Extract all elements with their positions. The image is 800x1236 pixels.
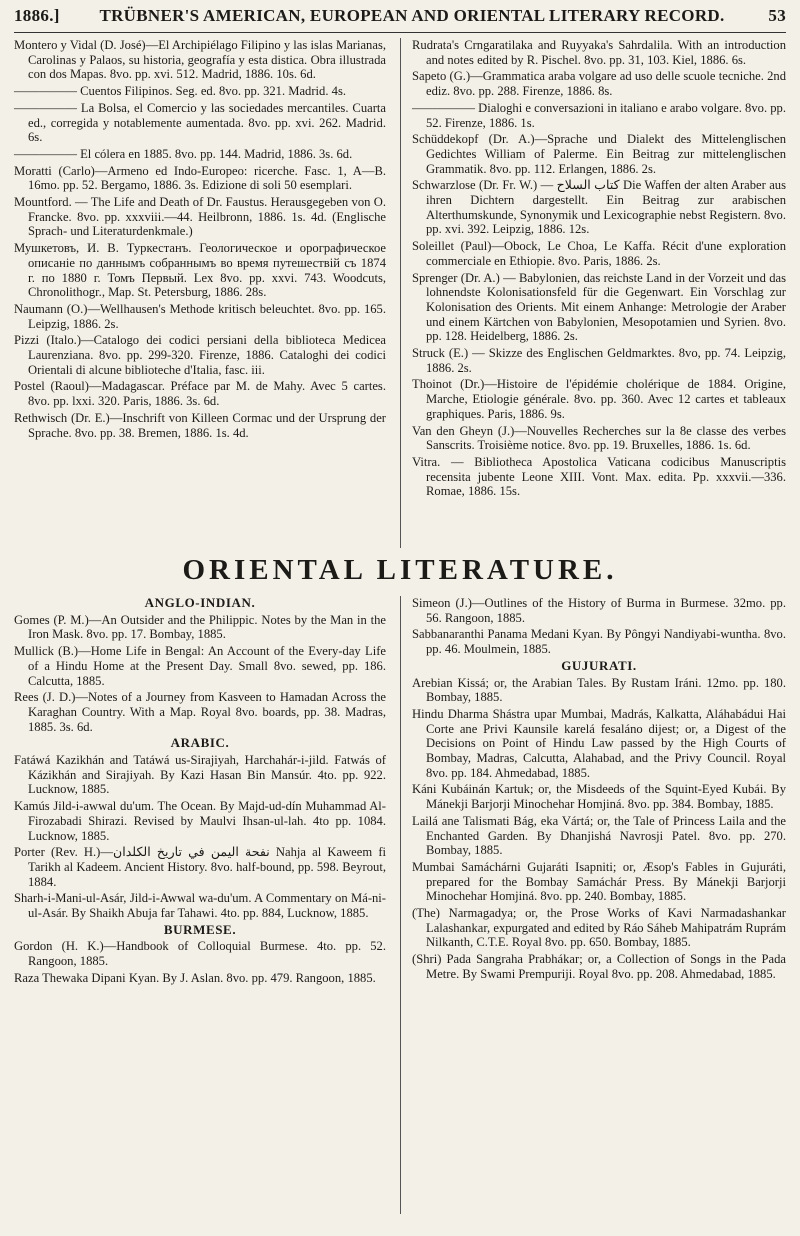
entry: Moratti (Carlo)—Armeno ed Indo-Europeo: ricerche. Fasc. 1, A—B. 16mo. pp. 52. Bergamo, 1886. 3s. Edizione di soli 50 esemplari.: [14, 163, 386, 193]
running-header: [14, 6, 786, 28]
column-divider-top: [400, 38, 401, 548]
entry: Simeon (J.)—Outlines of the History of Burma in Burmese. 32mo. pp. 56. Rangoon, 1885.: [412, 596, 786, 625]
column-divider-bottom: [400, 596, 401, 1214]
entry: Kamús Jild-i-awwal du'um. The Ocean. By Majd-ud-dín Muhammad Al- Firozabadi Shirazi. Revised by Maulvi Ihsan-ul-lah. 4to pp. 1084. Lucknow, 1885.: [14, 799, 386, 843]
entry: (Shri) Pada Sangraha Prabhákar; or, a Collection of Songs in the Pada Metre. By Swami Prempuriji. Royal 8vo. pp. 208. Ahmedabad, 1885.: [412, 952, 786, 981]
bottom-left-column: [14, 596, 386, 988]
entry: Hindu Dharma Shástra upar Mumbai, Madrás, Kalkatta, Aláhabádui Hai Corte ane Privi Kaunsile karelá fesaláno dijest; or, a Digest of the Decisions on Point of Hindu Law passed by the High Courts of Bombay, Madras, Calcutta, Alahabad, and the Privy Council. Royal 8vo. pp. 184. Ahmedabad, 1885.: [412, 706, 786, 780]
entry: Sharh-i-Mani-ul-Asár, Jild-i-Awwal wa-du'um. A Commentary on Má-ni-ul-Asár. By Shaikh Abuja far Tahawi. 4to. pp. 884, Lucknow, 1885.: [14, 891, 386, 921]
section-heading: GUJURATI.: [561, 657, 637, 673]
entry: Sabbanaranthi Panama Medani Kyan. By Pôngyi Nandiyabi-wuntha. 8vo. pp. 46. Moulmein, 1885.: [412, 627, 786, 657]
page-number: 53: [768, 6, 786, 25]
entry: Schwarzlose (Dr. Fr. W.) — كتاب السلاح Die Waffen der alten Araber aus ihren Dichtern dargestellt. Ein Beitrag zur arabischen Alterthumskunde, Synonymik und Lexicographie nebst Registern. 8vo. pp. xvi. 392. Leipzig, 1886. 12s.: [412, 178, 786, 237]
entry: Arebian Kissá; or, the Arabian Tales. By Rustam Iráni. 12mo. pp. 180. Bombay, 1885.: [412, 675, 786, 705]
header-year: 1886.]: [14, 6, 60, 25]
section-heading: ARABIC.: [170, 735, 230, 751]
entry: Káni Kubáinán Kartuk; or, the Misdeeds of the Squint-Eyed Kubái. By Mánekji Barjorji Minochehar Homjiná. 8vo. pp. 384. Bombay, 1885.: [412, 782, 786, 812]
entry: Gordon (H. K.)—Handbook of Colloquial Burmese. 4to. pp. 52. Rangoon, 1885.: [14, 939, 386, 969]
entry: Gomes (P. M.)—An Outsider and the Philippic. Notes by the Man in the Iron Mask. 8vo. pp. 17. Bombay, 1885.: [14, 612, 386, 642]
entry: Struck (E.) — Skizze des Englischen Geldmarktes. 8vo, pp. 74. Leipzig, 1886. 2s.: [412, 346, 786, 375]
section-heading: ANGLO-INDIAN.: [144, 595, 256, 610]
entry: Fatáwá Kazikhán and Tatáwá us-Sirajiyah, Harchahár-i-jild. Fatwás of Kázikhán and Sirajiyah. By Kazi Hasan Bin Mansúr. 4to. pp. 922. Lucknow, 1885.: [14, 753, 386, 797]
bottom-right-column: [412, 596, 786, 984]
entry: Vitra. — Bibliotheca Apostolica Vaticana codicibus Manuscriptis recensita jubente Leone XIII. Vont. Max. edita. Pp. xxxvii.—336. Romae, 1886. 15s.: [412, 454, 786, 499]
entry: ————— El cólera en 1885. 8vo. pp. 144. Madrid, 1886. 3s. 6d.: [14, 146, 353, 161]
entry: ————— La Bolsa, el Comercio y las sociedades mercantiles. Cuarta ed., corregida y notablemente aumentada. 8vo. pp. xvi. 262. Madrid. 6s.: [14, 100, 386, 145]
entry: Pizzi (Italo.)—Catalogo dei codici persiani della biblioteca Medicea Laurenziana. 8vo. pp. 299-320. Firenze, 1886. Cataloghi dei codici Orientali di alcune biblioteche d'Italia, fasc. iii.: [14, 333, 386, 377]
entry: Rethwisch (Dr. E.)—Inschrift von Killeen Cormac und der Ursprung der Sprache. 8vo. pp. 38. Bremen, 1886. 1s. 4d.: [14, 410, 386, 440]
entry: Schüddekopf (Dr. A.)—Sprache und Dialekt des Mittelenglischen Gedichtes William of Palerme. Ein Beitrag zur mittelenglischen Grammatik. 8vo. pp. 112. Erlangen, 1886. 2s.: [412, 132, 786, 176]
entry: Lailá ane Talismati Bág, eka Vártá; or, the Tale of Princess Laila and the Enchanted Garden. By Dhanjishá Navrosji Patel. 8vo. pp. 270. Bombay, 1885.: [412, 813, 786, 858]
entry: Rudrata's Crngaratilaka and Ruyyaka's Sahrdalila. With an introduction and notes edited by R. Pischel. 8vo. pp. 31, 103. Kiel, 1886. 6s.: [412, 38, 786, 67]
entry: Montero y Vidal (D. José)—El Archipiélago Filipino y las islas Marianas, Carolinas y Palaos, su historia, geografía y esta distica. Obra illustrada con dos Mapas. 8vo. pp. xvi. 512. Madrid, 1886. 10s. 6d.: [14, 38, 386, 82]
entry: Van den Gheyn (J.)—Nouvelles Recherches sur la 8e classe des verbes Sanscrits. Troisième notice. 8vo. pp. 19. Bruxelles, 1886. 1s. 6d.: [412, 423, 786, 453]
entry: Sapeto (G.)—Grammatica araba volgare ad uso delle scuole tecniche. 2nd ediz. 8vo. pp. 288. Firenze, 1886. 8s.: [412, 69, 786, 99]
entry: Sprenger (Dr. A.) — Babylonien, das reichste Land in der Vorzeit und das lohnendste Kolonisationsfeld für die Gegenwart. Ein Vorschlag zur Kolonisation des Orients. Mit einem Anhange: Metrologie der Araber und einem Kärtchen von Babylonien, Mesopotamien und Syrien. 8vo. pp. 128. Heidelberg, 1886. 2s.: [412, 270, 786, 344]
header-title: TRÜBNER'S AMERICAN, EUROPEAN AND ORIENTAL LITERARY RECORD.: [99, 6, 725, 25]
entry: ————— Dialoghi e conversazioni in italiano e arabo volgare. 8vo. pp. 52. Firenze, 1886. 1s.: [412, 100, 786, 130]
entry: Raza Thewaka Dipani Kyan. By J. Aslan. 8vo. pp. 479. Rangoon, 1885.: [14, 970, 376, 985]
entry: Mullick (B.)—Home Life in Bengal: An Account of the Every-day Life of a Hindu Home at the Present Day. Small 8vo. sewed, pp. 186. Calcutta, 1885.: [14, 644, 386, 688]
entry: Soleillet (Paul)—Obock, Le Choa, Le Kaffa. Récit d'une exploration commerciale en Ethiopie. 8vo. Paris, 1886. 2s.: [412, 239, 786, 268]
entry: Mountford. — The Life and Death of Dr. Faustus. Herausgegeben von O. Francke. 8vo. pp. xxxviii.—44. Heilbronn, 1886. 1s. 4d. (Englische Sprach- und Literaturdenkmale.): [14, 195, 386, 239]
entry: ————— Cuentos Filipinos. Seg. ed. 8vo. pp. 321. Madrid. 4s.: [14, 84, 346, 99]
entry: Mumbai Samáchárni Gujaráti Isapniti; or, Æsop's Fables in Gujuráti, prepared for the Bombay Samáchár Press. By Mánekji Barjorji Minochehar Homjiná. 8vo. pp. 240. Bombay, 1885.: [412, 859, 786, 904]
entry: Porter (Rev. H.)—نفحة اليمن في تاريخ الكلدان Nahja al Kaweem fi Tarikh al Kadeem. Ancient History. 8vo. half-bound, pp. 598. Beyrout, 1884.: [14, 845, 387, 889]
section-heading: BURMESE.: [163, 921, 237, 937]
entry: Thoinot (Dr.)—Histoire de l'épidémie cholérique de 1884. Origine, Marche, Etiologie générale. 8vo. pp. 360. Avec 12 cartes et tableaux graphiques. Paris, 1886. 9s.: [412, 377, 786, 421]
entry: Мушкетовъ, И. В. Туркестанъ. Геологическое и орографическое описаніе по даннымъ собраннымъ во время путешествій съ 1874 г. по 1880 г. Томъ Первый. Lex 8vo. pp. xxvi. 743. Woodcuts, Chronolithogr., Map. St. Petersburg, 1886. 28s.: [14, 241, 386, 300]
entry: Rees (J. D.)—Notes of a Journey from Kasveen to Hamadan Across the Karaghan Country. With a Map. Royal 8vo. boards, pp. 38. Madras, 1885. 3s. 6d.: [14, 690, 386, 734]
top-right-column: [412, 38, 786, 501]
top-left-column: [14, 38, 386, 442]
header-rule: [14, 32, 786, 33]
entry: Postel (Raoul)—Madagascar. Préface par M. de Mahy. Avec 5 cartes. 8vo. pp. lxxi. 320. Paris, 1886. 3s. 6d.: [14, 379, 386, 409]
section-banner: ORIENTAL LITERATURE.: [182, 554, 618, 586]
entry: (The) Narmagadya; or, the Prose Works of Kavi Narmadashankar Lalashankar, expurgated and edited by Ráo Sáheb Mahipatrám Ruprám Nilkanth, C.T.E. Royal 8vo. pp. 650. Bombay, 1885.: [412, 906, 786, 950]
entry: Naumann (O.)—Wellhausen's Methode kritisch beleuchtet. 8vo. pp. 165. Leipzig, 1886. 2s.: [14, 301, 386, 331]
